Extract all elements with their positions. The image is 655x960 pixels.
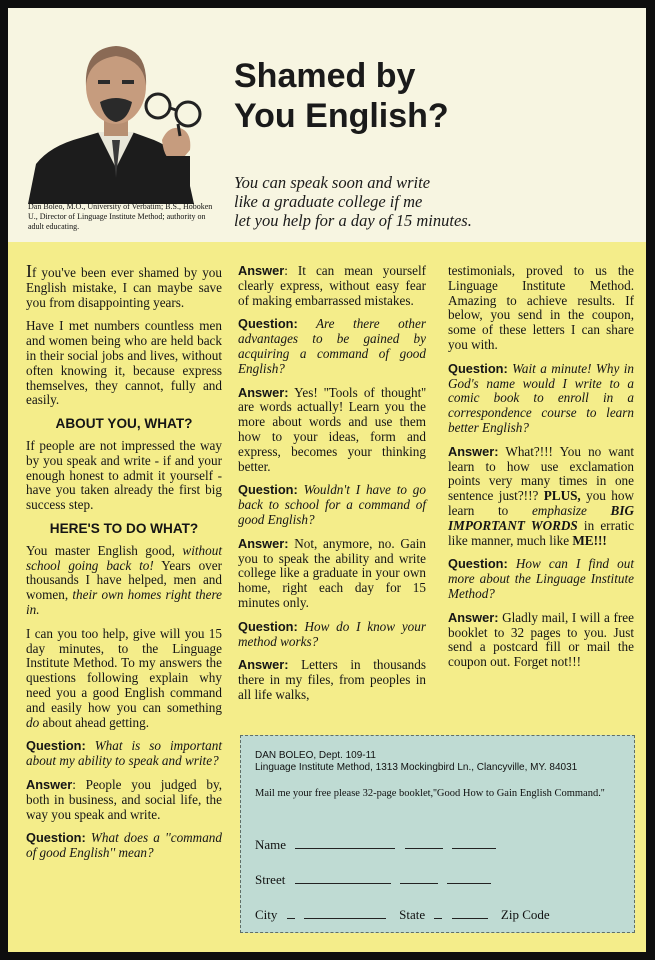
headline-line: Shamed by bbox=[234, 57, 416, 95]
answer: Answer: What?!!! You no want learn to how use exclamation points very many times in one sentence just?!!? PLUS, you how learn to emphasize BIG IMPORTANT WORDS in erratic like manner, much like ME!!! bbox=[448, 443, 634, 548]
answer: Answer: Yes! ''Tools of thought'' are words actually! Learn you the more about words and use them how to your ideas, form and express, becomes your thinking better. bbox=[238, 384, 426, 474]
question: Question: Wouldn't I have to go back to school for a command of good English? bbox=[238, 482, 426, 527]
question: Question: Wait a minute! Why in God's name would I write to a comic book to enroll in a correspondence course to learn better English? bbox=[448, 360, 634, 435]
intro-paragraph: If you've been ever shamed by you English mistake, I can maybe save you from disappointing years. bbox=[26, 261, 222, 310]
paragraph: Have I met numbers countless men and women being who are held back in their social jobs and lives, without often knowing it, because express themselves, they cannot, fully and easily. bbox=[26, 318, 222, 408]
advertisement-page bbox=[8, 8, 646, 952]
street-field: Street bbox=[255, 871, 491, 888]
answer: Answer: Not, anymore, no. Gain you to speak the ability and write college like a graduate in your own home, right each day for 15 minutes only. bbox=[238, 535, 426, 610]
answer: Answer: Letters in thousands there in my files, from peoples in all life walks, bbox=[238, 657, 426, 702]
address-line: Linguage Institute Method, 1313 Mockingbird Ln., Clancyville, MY. 84031 bbox=[255, 762, 578, 773]
city-line[interactable] bbox=[304, 906, 386, 919]
column-1 bbox=[26, 261, 222, 870]
answer: Answer: Gladly mail, I will a free booklet to 32 pages to you. Just send a postcard fill or mail the coupon out. Forget not!!! bbox=[448, 609, 634, 670]
coupon-request: Mail me your free please 32-page booklet,''Good How to Gain English Command.'' bbox=[255, 788, 605, 799]
name-line[interactable] bbox=[405, 836, 443, 849]
headline bbox=[234, 56, 564, 136]
coupon-address bbox=[255, 750, 625, 774]
column-3 bbox=[448, 264, 634, 679]
name-line[interactable] bbox=[295, 836, 395, 849]
paragraph: If people are not impressed the way by you speak and write - if and your enough honest to admit it yourself - have you taken already the first big success step. bbox=[26, 437, 222, 513]
column-2 bbox=[238, 264, 426, 712]
drop-letter: I bbox=[26, 261, 32, 281]
subhead-line: let you help for a day of 15 minutes. bbox=[234, 211, 472, 230]
headline-line: You English? bbox=[234, 97, 449, 135]
street-line[interactable] bbox=[295, 871, 391, 884]
name-line[interactable] bbox=[452, 836, 496, 849]
subhead-line: You can speak soon and write bbox=[234, 173, 431, 192]
city-line[interactable] bbox=[287, 906, 295, 919]
question: Question: How do I know your method works? bbox=[238, 618, 426, 649]
section-heading: HERE'S TO DO WHAT? bbox=[49, 520, 199, 536]
street-line[interactable] bbox=[400, 871, 438, 884]
answer: Answer: People you judged by, both in business, and social life, the way you speak and write. bbox=[26, 776, 222, 822]
author-portrait bbox=[28, 28, 204, 204]
author-bio: Dan Boleo, M.O., University of Verbatim; B.S., Hoboken U., Director of Linguage Institute Method; authority on adult educating. bbox=[28, 202, 213, 231]
question: Question: How can I find out more about the Linguage Institute Method? bbox=[448, 556, 634, 601]
state-line[interactable] bbox=[434, 906, 442, 919]
question: Question: What is so important about my ability to speak and write? bbox=[26, 738, 222, 769]
header-area bbox=[8, 8, 646, 242]
paragraph: I can you too help, give will you 15 day minutes, to the Linguage Institute Method. To my answers the questions following explain why need you a good English command and easily how you can something do about ahead getting. bbox=[26, 625, 222, 730]
street-line[interactable] bbox=[447, 871, 491, 884]
answer: Answer: It can mean yourself clearly express, without easy fear of making embarrassed mistakes. bbox=[238, 263, 426, 308]
state-line[interactable] bbox=[452, 906, 488, 919]
question: Question: What does a ''command of good English'' mean? bbox=[26, 830, 222, 861]
subhead-line: like a graduate college if me bbox=[234, 192, 423, 211]
section-heading: ABOUT YOU, WHAT? bbox=[55, 416, 193, 432]
mail-coupon bbox=[240, 735, 635, 933]
subheadline bbox=[234, 173, 564, 230]
paragraph: testimonials, proved to us the Linguage Institute Method. Amazing to achieve results. If below, you send in the coupon, some of these letters I can share you with. bbox=[448, 263, 634, 352]
paragraph: You master English good, without school going back to! Years over thousands I have helped, men and women, their own homes right there in. bbox=[26, 542, 222, 617]
city-state-zip-field: City State Zip Code bbox=[255, 907, 550, 922]
name-field: Name bbox=[255, 836, 496, 853]
question: Question: Are there other advantages to be gained by acquiring a command of good English? bbox=[238, 316, 426, 376]
address-line: DAN BOLEO, Dept. 109-11 bbox=[255, 750, 376, 761]
